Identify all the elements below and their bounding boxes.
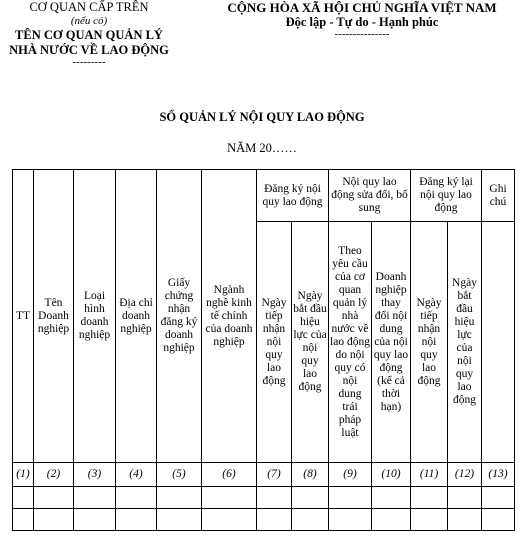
table-cell xyxy=(257,487,292,509)
col-main-industry: Ngành nghề kinh tế chính của doanh nghiệp xyxy=(202,170,257,463)
superior-agency: CƠ QUAN CẤP TRÊN xyxy=(29,0,149,14)
col-company-address: Địa chỉ doanh nghiệp xyxy=(116,170,157,463)
table-cell xyxy=(411,509,448,531)
column-number: (12) xyxy=(448,463,482,487)
group-reregistration: Đăng ký lại nội quy lao động xyxy=(411,170,482,222)
col-reregistration-received-date: Ngày tiếp nhận nội quy lao động xyxy=(411,222,448,463)
table-cell xyxy=(448,509,482,531)
column-number: (13) xyxy=(482,463,515,487)
table-cell xyxy=(74,509,116,531)
table-cell xyxy=(116,487,157,509)
table-cell xyxy=(329,509,372,531)
left-separator: --------- xyxy=(72,56,106,68)
col-notes-blank xyxy=(482,222,515,463)
col-company-name: Tên Doanh nghiệp xyxy=(34,170,74,463)
column-number: (10) xyxy=(372,463,411,487)
col-company-type: Loại hình doanh nghiệp xyxy=(74,170,116,463)
table-cell xyxy=(34,487,74,509)
col-registration-received-date: Ngày tiếp nhận nội quy lao động xyxy=(257,222,292,463)
national-motto: Độc lập - Tự do - Hạnh phúc xyxy=(285,15,439,29)
table-cell xyxy=(448,487,482,509)
table-cell xyxy=(329,487,372,509)
table-cell xyxy=(482,509,515,531)
table-cell xyxy=(74,487,116,509)
table-cell xyxy=(372,509,411,531)
header-left xyxy=(0,0,178,67)
table-cell xyxy=(292,509,329,531)
table-cell xyxy=(411,487,448,509)
header-right xyxy=(200,0,524,39)
national-name: CỘNG HÒA XÃ HỘI CHỦ NGHĨA VIỆT NAM xyxy=(227,0,497,15)
column-number: (7) xyxy=(257,463,292,487)
column-number: (6) xyxy=(202,463,257,487)
labor-agency-line1: TÊN CƠ QUAN QUẢN LÝ xyxy=(15,28,163,42)
group-notes: Ghi chú xyxy=(482,170,515,222)
table-cell xyxy=(372,487,411,509)
table-cell xyxy=(34,509,74,531)
table-cell xyxy=(13,509,34,531)
document-year: NĂM 20…… xyxy=(227,141,297,155)
table-cell xyxy=(482,487,515,509)
table-cell xyxy=(257,509,292,531)
right-separator: --------------- xyxy=(334,28,390,40)
column-number: (1) xyxy=(13,463,34,487)
group-registration: Đăng ký nội quy lao động xyxy=(257,170,329,222)
column-number: (5) xyxy=(157,463,202,487)
table-cell xyxy=(116,509,157,531)
col-reregistration-effective-date: Ngày bắt đầu hiệu lực của nội quy lao động xyxy=(448,222,482,463)
column-number: (3) xyxy=(74,463,116,487)
group-amendment: Nội quy lao động sửa đổi, bổ sung xyxy=(329,170,411,222)
labor-rules-register-table xyxy=(12,169,515,531)
table-cell xyxy=(13,487,34,509)
header-row-groups xyxy=(13,170,515,222)
column-number: (9) xyxy=(329,463,372,487)
column-number: (2) xyxy=(34,463,74,487)
column-number-row xyxy=(13,463,515,487)
col-registration-certificate: Giấy chứng nhận đăng ký doanh nghiệp xyxy=(157,170,202,463)
col-registration-effective-date: Ngày bắt đầu hiệu lực của nội quy lao động xyxy=(292,222,329,463)
table-cell xyxy=(202,487,257,509)
superior-agency-note: (nếu có) xyxy=(70,15,108,27)
table-cell xyxy=(292,487,329,509)
column-number: (11) xyxy=(411,463,448,487)
document-title: SỔ QUẢN LÝ NỘI QUY LAO ĐỘNG xyxy=(159,110,365,124)
table-cell xyxy=(202,509,257,531)
column-number: (4) xyxy=(116,463,157,487)
table-cell xyxy=(157,487,202,509)
col-tt: TT xyxy=(13,170,34,463)
col-amendment-by-request: Theo yêu cầu của cơ quan quản lý nhà nước về lao động do nội quy có nội dung trái pháp luật xyxy=(329,222,372,463)
table-cell xyxy=(157,509,202,531)
col-amendment-by-company: Doanh nghiệp thay đổi nội dung của nội quy lao động (kể cả thời hạn) xyxy=(372,222,411,463)
column-number: (8) xyxy=(292,463,329,487)
table-row xyxy=(13,509,515,531)
labor-agency-line2: NHÀ NƯỚC VỀ LAO ĐỘNG xyxy=(9,43,169,57)
table-row xyxy=(13,487,515,509)
